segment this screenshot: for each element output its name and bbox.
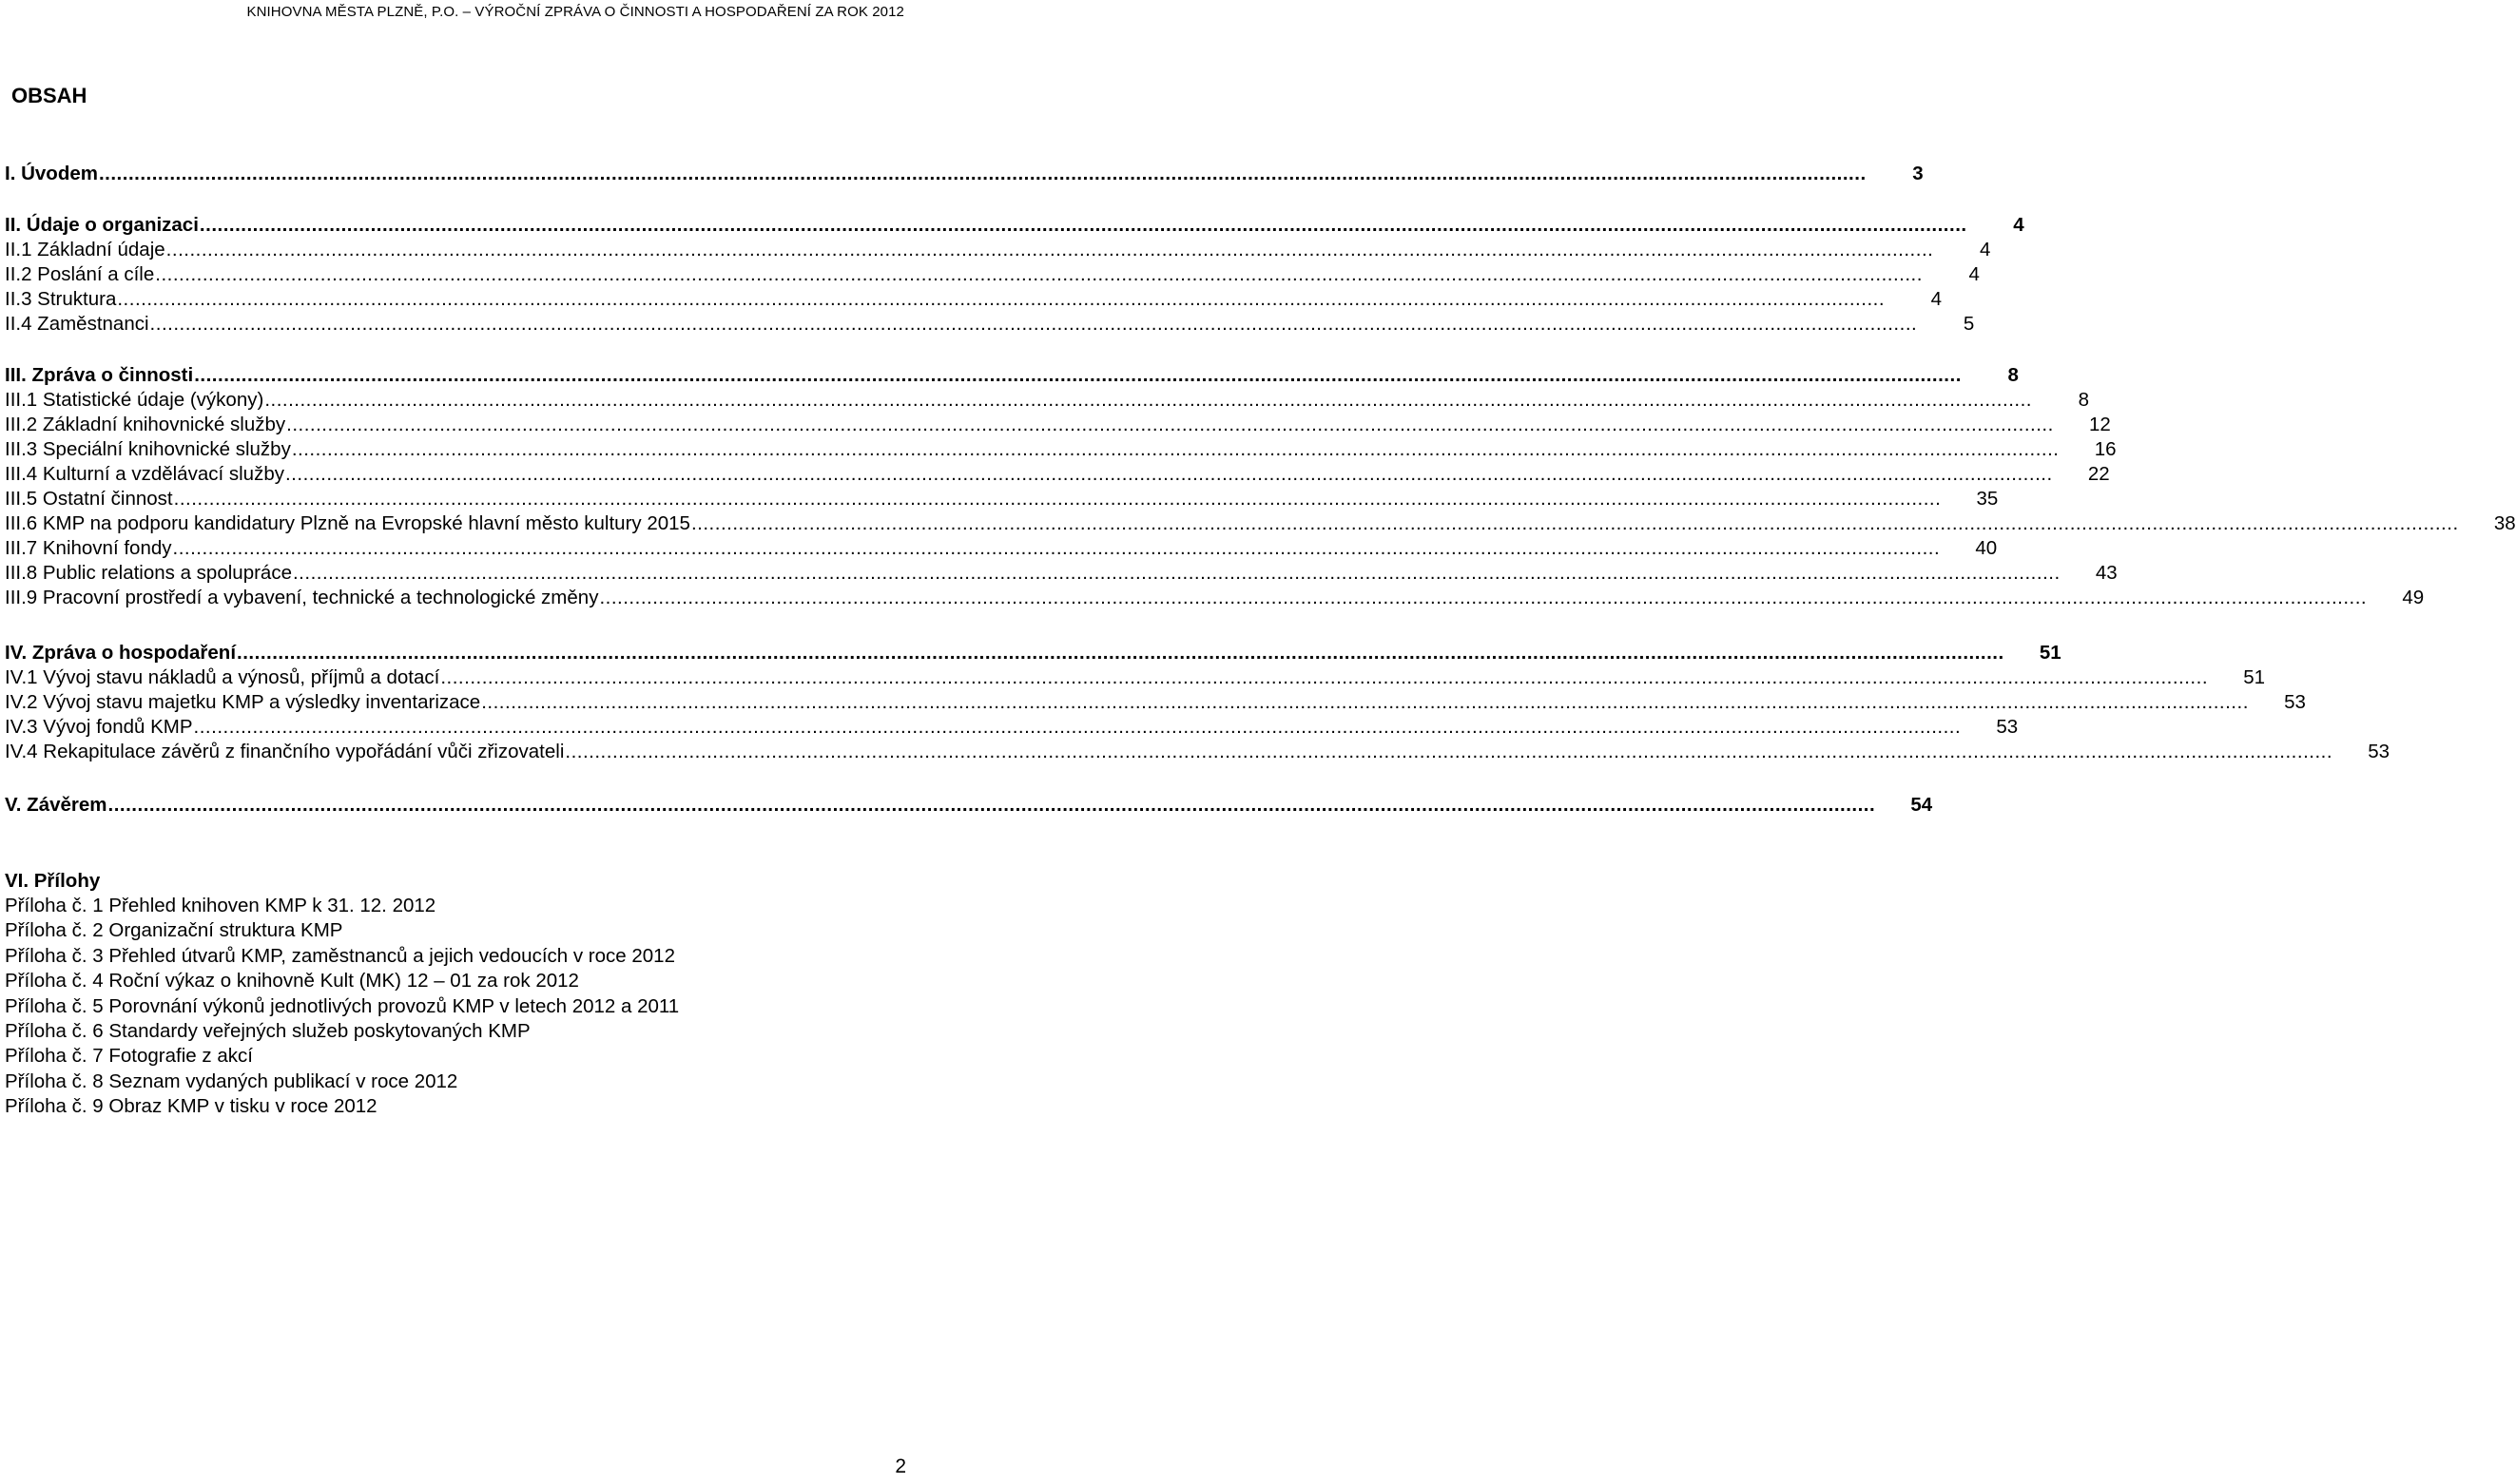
toc-entry[interactable]: [5, 536, 1998, 561]
toc-entry-page: 53: [1996, 716, 2019, 738]
toc-entry-page: 4: [1930, 288, 1943, 310]
toc-entry-page: 12: [2088, 414, 2111, 435]
toc-entry[interactable]: [5, 641, 2061, 665]
appendix-item[interactable]: Příloha č. 7 Fotografie z akcí: [5, 1045, 253, 1068]
toc-entry-label: III.9 Pracovní prostředí a vybavení, technické a technologické změny: [5, 587, 599, 608]
toc-entry-label: III.4 Kulturní a vzdělávací služby: [5, 463, 284, 485]
toc-entry[interactable]: [5, 162, 1924, 186]
toc-entry-label: III.8 Public relations a spolupráce: [5, 562, 292, 584]
toc-entry-page: 35: [1976, 488, 1999, 510]
toc-entry[interactable]: [5, 462, 2110, 487]
dot-leader: ............................................................................................................................................................................................................................................................................................................: [117, 288, 1886, 310]
toc-entry[interactable]: [5, 511, 2516, 536]
toc-entry-page: 8: [2007, 364, 2019, 386]
toc-entry-label: IV.3 Vývoj fondů KMP: [5, 716, 193, 738]
toc-entry-label: V. Závěrem: [5, 794, 107, 816]
toc-entry-page: 4: [2013, 214, 2024, 236]
appendix-item[interactable]: Příloha č. 3 Přehled útvarů KMP, zaměstnanců a jejich vedoucích v roce 2012: [5, 944, 675, 967]
dot-leader: ............................................................................................................................................................................................................................................................................................................: [173, 488, 1942, 510]
appendix-item[interactable]: Příloha č. 5 Porovnání výkonů jednotlivých provozů KMP v letech 2012 a 2011: [5, 994, 680, 1017]
toc-entry-page: 4: [1968, 263, 1980, 285]
dot-leader: ............................................................................................................................................................................................................................................................................................................: [481, 691, 2249, 713]
toc-entry[interactable]: [5, 437, 2117, 462]
toc-entry-page: 51: [2039, 642, 2061, 664]
toc-entry[interactable]: [5, 740, 2390, 764]
toc-entry-page: 54: [1910, 794, 1933, 816]
toc-entry-page: 43: [2095, 562, 2118, 584]
dot-leader: ............................................................................................................................................................................................................................................................................................................: [199, 214, 1967, 236]
toc-entry[interactable]: [5, 586, 2425, 610]
toc-entry-label: III.6 KMP na podporu kandidatury Plzně na Evropské hlavní město kultury 2015: [5, 512, 690, 534]
dot-leader: ............................................................................................................................................................................................................................................................................................................: [155, 263, 1923, 285]
dot-leader: ............................................................................................................................................................................................................................................................................................................: [149, 313, 1918, 335]
toc-entry-label: II.2 Poslání a cíle: [5, 263, 155, 285]
dot-leader: ............................................................................................................................................................................................................................................................................................................: [690, 512, 2459, 534]
dot-leader: ............................................................................................................................................................................................................................................................................................................: [193, 716, 1962, 738]
toc-entry-page: 8: [2078, 389, 2089, 411]
toc-entry[interactable]: [5, 715, 2019, 740]
toc-entry[interactable]: [5, 312, 1975, 337]
toc-entry-label: II.4 Zaměstnanci: [5, 313, 149, 335]
toc-entry-page: 40: [1975, 537, 1998, 559]
toc-entry-page: 22: [2087, 463, 2110, 485]
appendix-item[interactable]: Příloha č. 6 Standardy veřejných služeb poskytovaných KMP: [5, 1020, 531, 1043]
toc-entry[interactable]: [5, 262, 1980, 287]
toc-entry-label: II.1 Základní údaje: [5, 239, 165, 260]
toc-entry-page: 16: [2094, 438, 2117, 460]
toc-entry-page: 53: [2368, 741, 2390, 762]
dot-leader: ............................................................................................................................................................................................................................................................................................................: [286, 414, 2054, 435]
toc-entry-page: 5: [1963, 313, 1975, 335]
toc-entry[interactable]: [5, 363, 2019, 388]
toc-entry-label: III. Zpráva o činnosti: [5, 364, 194, 386]
toc-entry-label: IV.4 Rekapitulace závěrů z finančního vypořádání vůči zřizovateli: [5, 741, 565, 762]
dot-leader: ............................................................................................................................................................................................................................................................................................................: [172, 537, 1941, 559]
toc-entry-label: II.3 Struktura: [5, 288, 117, 310]
dot-leader: ............................................................................................................................................................................................................................................................................................................: [440, 666, 2209, 688]
dot-leader: ............................................................................................................................................................................................................................................................................................................: [237, 642, 2004, 664]
toc-entry[interactable]: [5, 793, 1933, 818]
toc-entry[interactable]: [5, 487, 1999, 511]
toc-entry-label: III.7 Knihovní fondy: [5, 537, 172, 559]
dot-leader: ............................................................................................................................................................................................................................................................................................................: [292, 562, 2061, 584]
toc-entry[interactable]: [5, 238, 1991, 262]
toc-entry[interactable]: [5, 287, 1943, 312]
dot-leader: ............................................................................................................................................................................................................................................................................................................: [565, 741, 2333, 762]
toc-entry-label: IV.2 Vývoj stavu majetku KMP a výsledky inventarizace: [5, 691, 481, 713]
toc-entry[interactable]: [5, 690, 2306, 715]
dot-leader: ............................................................................................................................................................................................................................................................................................................: [599, 587, 2368, 608]
toc-title: OBSAH: [11, 84, 87, 107]
toc-entry-page: 38: [2493, 512, 2516, 534]
dot-leader: ............................................................................................................................................................................................................................................................................................................: [165, 239, 1934, 260]
appendix-item[interactable]: Příloha č. 2 Organizační struktura KMP: [5, 919, 343, 942]
toc-entry-page: 53: [2284, 691, 2306, 713]
toc-entry-page: 4: [1979, 239, 1991, 260]
toc-entry-label: II. Údaje o organizaci: [5, 214, 199, 236]
toc-entry-label: IV.1 Vývoj stavu nákladů a výnosů, příjmů a dotací: [5, 666, 440, 688]
dot-leader: ............................................................................................................................................................................................................................................................................................................: [98, 163, 1867, 184]
toc-entry-label: IV. Zpráva o hospodaření: [5, 642, 237, 664]
dot-leader: ............................................................................................................................................................................................................................................................................................................: [264, 389, 2032, 411]
toc-entry-label: III.1 Statistické údaje (výkony): [5, 389, 264, 411]
toc-entry[interactable]: [5, 213, 2024, 238]
dot-leader: ............................................................................................................................................................................................................................................................................................................: [194, 364, 1962, 386]
running-header: KNIHOVNA MĚSTA PLZNĚ, P.O. – VÝROČNÍ ZPRÁVA O ČINNOSTI A HOSPODAŘENÍ ZA ROK 2012: [246, 4, 904, 20]
toc-entry[interactable]: [5, 665, 2266, 690]
appendix-item[interactable]: Příloha č. 1 Přehled knihoven KMP k 31. 12. 2012: [5, 895, 436, 916]
toc-entry-page: 3: [1912, 163, 1924, 184]
toc-entry-label: III.5 Ostatní činnost: [5, 488, 173, 510]
toc-entry[interactable]: [5, 561, 2118, 586]
toc-entry-label: I. Úvodem: [5, 163, 98, 184]
toc-entry-page: 49: [2402, 587, 2425, 608]
dot-leader: ............................................................................................................................................................................................................................................................................................................: [284, 463, 2053, 485]
dot-leader: ............................................................................................................................................................................................................................................................................................................: [291, 438, 2060, 460]
toc-entry[interactable]: [5, 413, 2111, 437]
toc-entry-label: III.3 Speciální knihovnické služby: [5, 438, 291, 460]
appendix-item[interactable]: Příloha č. 9 Obraz KMP v tisku v roce 2012: [5, 1095, 377, 1118]
appendix-item[interactable]: Příloha č. 8 Seznam vydaných publikací v roce 2012: [5, 1070, 458, 1092]
page-number: 2: [895, 1455, 906, 1477]
appendix-list: [5, 894, 679, 1120]
toc-entry-page: 51: [2243, 666, 2266, 688]
dot-leader: ............................................................................................................................................................................................................................................................................................................: [107, 794, 1876, 816]
toc-entry[interactable]: [5, 388, 2089, 413]
appendix-item[interactable]: Příloha č. 4 Roční výkaz o knihovně Kult (MK) 12 – 01 za rok 2012: [5, 970, 579, 993]
toc-entry-label: III.2 Základní knihovnické služby: [5, 414, 286, 435]
appendices-title: VI. Přílohy: [5, 870, 101, 892]
